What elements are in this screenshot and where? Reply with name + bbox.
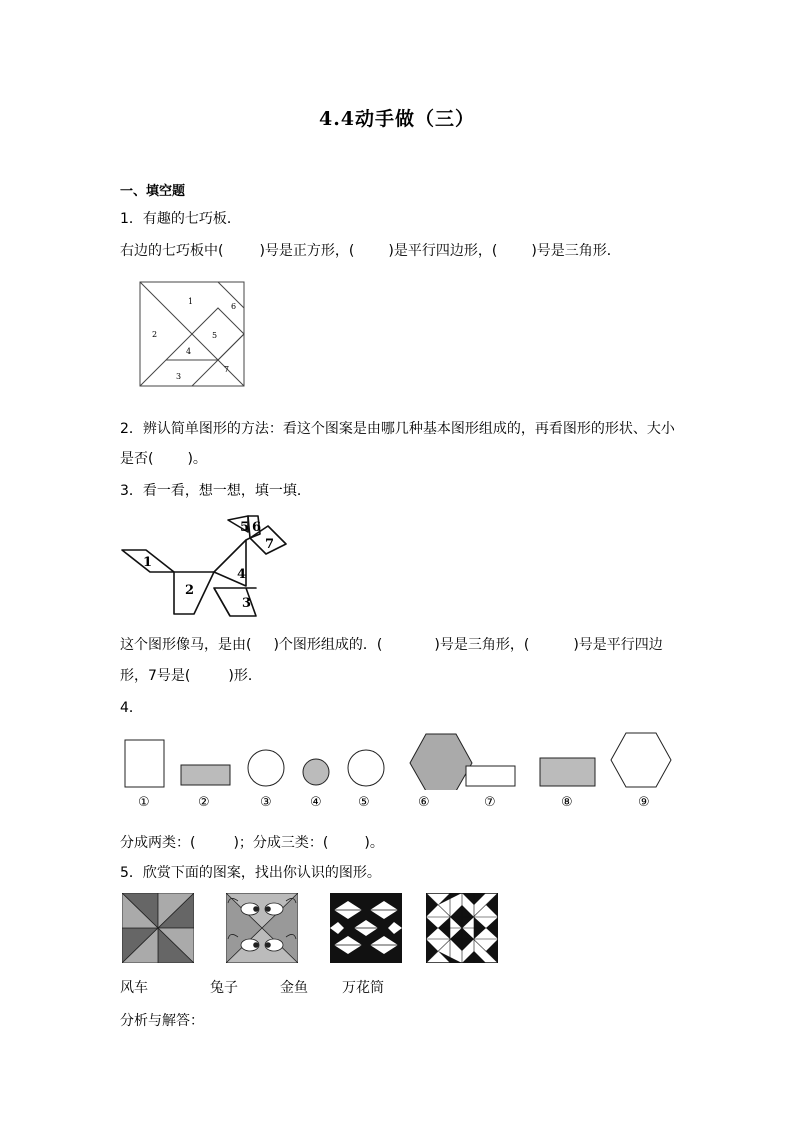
q3-stem: 3．看一看，想一想，填一填． [120,483,311,499]
pattern-caption: 万花筒 [342,980,384,996]
windmill-pattern [122,893,194,963]
tangram-label: 2 [152,330,158,339]
q4-answer-line [120,832,384,852]
horse-label: 4 [237,567,247,582]
tangram-figure [130,276,250,392]
q2-line2 [120,448,207,468]
pattern-caption: 兔子 [210,980,238,996]
page-title: 4.4动手做（三） [318,108,476,130]
q1-text-part: 右边的七巧板中( [120,243,224,259]
q3-text-part: )个图形组成的．( [273,637,383,653]
rectangle-shape [181,765,230,785]
q3-text-part: 这个图形像马，是由( [120,637,252,653]
shape-number-label: ④ [310,795,322,810]
shape-number-label: ⑤ [358,795,370,810]
q2-line1: 2．辨认简单图形的方法：看这个图案是由哪几种基本图形组成的，再看图形的形状、大小 [120,421,675,437]
q1-text-part: )号是三角形． [531,243,621,259]
q4-text-part: 分成两类：( [120,835,196,851]
tangram-label: 6 [231,302,237,311]
q3-text-part: )号是三角形，( [434,637,530,653]
shapes-row [120,730,680,790]
goldfish-pattern [330,893,402,963]
q3-line2 [120,665,262,685]
rectangle-shape [540,758,595,786]
horse-label: 5 [240,520,250,535]
hexagon-shape [410,734,472,790]
q2-text-part: 是否( [120,451,154,467]
shape-number-label: ③ [260,795,272,810]
hexagon-shape [611,733,671,787]
tangram-label: 1 [188,297,194,306]
q4-stem: 4． [120,700,143,716]
circle-shape [248,750,284,786]
pattern-caption: 风车 [120,980,148,996]
tangram-horse-figure [118,510,298,622]
shape-number-label: ⑨ [638,795,650,810]
q2-text-part: )。 [187,451,207,467]
horse-label: 1 [143,555,153,570]
q1-text-part: )是平行四边形，( [388,243,498,259]
q3-text-part: )号是平行四边 [573,637,663,653]
circle-shape [303,759,329,785]
shape-number-label: ⑦ [484,795,496,810]
q1-stem: 1．有趣的七巧板． [120,211,241,227]
pattern-caption: 金鱼 [280,980,308,996]
tangram-label: 3 [176,372,182,381]
tangram-label: 7 [224,365,230,374]
horse-label: 6 [252,520,262,535]
horse-label: 7 [265,537,275,552]
horse-label: 2 [185,583,195,598]
q3-text-part: )形． [228,668,262,684]
rectangle-shape [125,740,164,787]
q3-text-part: 形，7号是( [120,668,191,684]
kaleidoscope-pattern [426,893,498,963]
tangram-label: 4 [186,347,192,356]
rabbit-pattern [226,893,298,963]
q1-text-part: )号是正方形，( [259,243,355,259]
answer-label: 分析与解答： [120,1013,204,1029]
shape-number-label: ② [198,795,210,810]
shape-number-label: ① [138,795,150,810]
section-heading: 一、填空题 [120,184,186,199]
q4-text-part: )；分成三类：( [233,835,329,851]
q1-text [120,240,621,260]
horse-label: 3 [242,596,252,611]
rectangle-shape [466,766,515,786]
circle-shape [348,750,384,786]
tangram-label: 5 [212,331,218,340]
q3-line1 [120,634,663,654]
q5-stem: 5．欣赏下面的图案，找出你认识的图形。 [120,865,381,881]
q4-text-part: )。 [364,835,384,851]
shape-number-label: ⑥ [418,795,430,810]
shape-number-label: ⑧ [561,795,573,810]
